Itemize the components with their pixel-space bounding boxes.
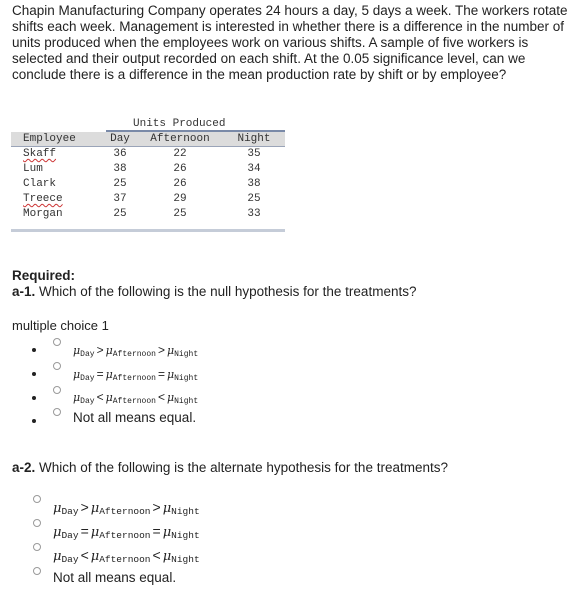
table-bottom-rule: [11, 229, 285, 232]
bullet-icon: [32, 348, 36, 352]
row-afternoon: 26: [173, 163, 187, 175]
option-a2-neq-label: Not all means equal.: [53, 570, 177, 585]
option-a1-lt-radio[interactable]: [53, 386, 61, 394]
option-a1-neq-radio[interactable]: [53, 408, 61, 416]
row-afternoon: 22: [173, 148, 187, 160]
a2-section: [12, 460, 448, 476]
units-produced-header: Units Produced: [133, 118, 226, 130]
row-night: 35: [247, 148, 261, 160]
bullet-icon: [32, 396, 36, 400]
question-intro: Chapin Manufacturing Company operates 24 hours a day, 5 days a week. The workers rotate shifts each week. Management is interested in whether there is a difference in the number of units produced when the employees work on various shifts. A sample of five workers is selected and their output recorded on each shift. At the 0.05 significance level, can we conclude there is a difference in the mean production rate by shift or by employee?: [12, 3, 568, 82]
row-night: 25: [247, 193, 261, 205]
option-a1-gt-label: μDay > μAfternoon > μNight: [73, 343, 199, 359]
row-employee: Lum: [23, 163, 43, 175]
option-a1-gt-radio[interactable]: [53, 338, 61, 346]
a1-question: Which of the following is the null hypothesis for the treatments?: [35, 284, 417, 299]
row-afternoon: 26: [173, 178, 187, 190]
row-employee: Morgan: [23, 208, 63, 220]
row-afternoon: 29: [173, 193, 187, 205]
required-section: [12, 268, 416, 300]
row-day: 38: [113, 163, 127, 175]
row-night: 34: [247, 163, 261, 175]
option-a2-eq-label: μDay = μAfternoon = μNight: [53, 523, 200, 541]
option-a1-eq-radio[interactable]: [53, 362, 61, 370]
row-day: 25: [113, 208, 127, 220]
option-a2-lt-label: μDay < μAfternoon < μNight: [53, 547, 200, 565]
option-a2-gt-label: μDay > μAfternoon > μNight: [53, 499, 200, 517]
option-a1-neq-label: Not all means equal.: [73, 410, 197, 425]
bullet-icon: [32, 372, 36, 376]
required-label: Required:: [12, 268, 76, 283]
option-a2-neq-radio[interactable]: [33, 567, 41, 575]
row-employee: Clark: [23, 178, 57, 190]
a1-label: a-1.: [12, 284, 36, 299]
option-a1-eq-label: μDay = μAfternoon = μNight: [73, 367, 199, 383]
multiple-choice-label: multiple choice 1: [12, 318, 109, 333]
row-day: 25: [113, 178, 127, 190]
row-employee: Skaff: [23, 148, 57, 160]
row-day: 37: [113, 193, 127, 205]
a2-question: Which of the following is the alternate hypothesis for the treatments?: [35, 460, 448, 475]
row-employee: Treece: [23, 193, 63, 205]
a2-label: a-2.: [12, 460, 36, 475]
col-employee: Employee: [23, 133, 76, 145]
option-a1-lt-label: μDay < μAfternoon < μNight: [73, 390, 199, 406]
row-night: 38: [247, 178, 261, 190]
row-afternoon: 25: [173, 208, 187, 220]
col-night: Night: [237, 133, 271, 145]
option-a2-gt-radio[interactable]: [33, 495, 41, 503]
col-day: Day: [110, 133, 130, 145]
row-day: 36: [113, 148, 127, 160]
option-a2-lt-radio[interactable]: [33, 543, 41, 551]
col-afternoon: Afternoon: [150, 133, 210, 145]
row-night: 33: [247, 208, 261, 220]
option-a2-eq-radio[interactable]: [33, 519, 41, 527]
bullet-icon: [32, 419, 36, 423]
